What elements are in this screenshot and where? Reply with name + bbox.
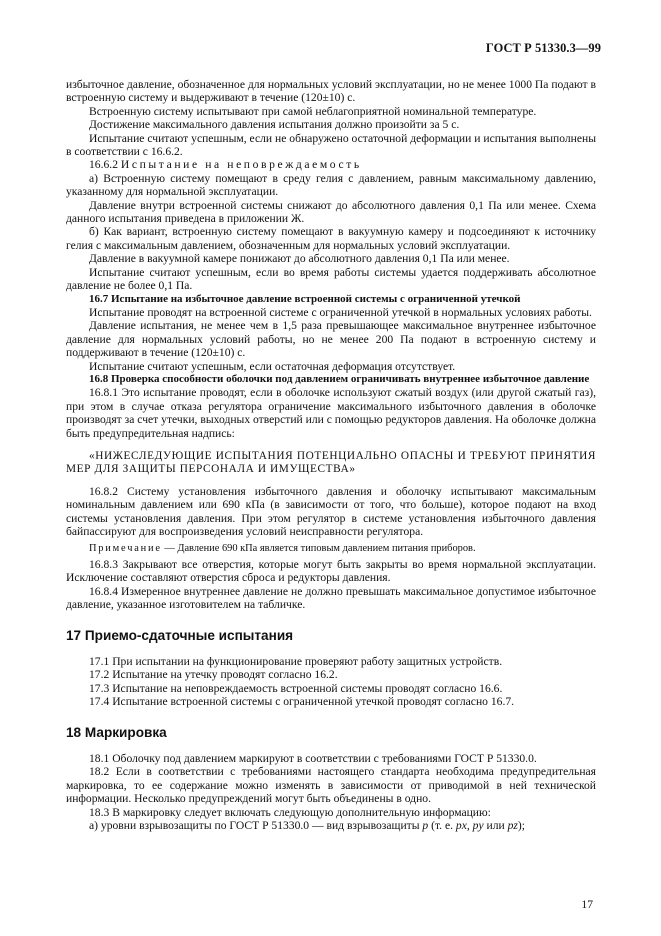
paragraph: Встроенную систему испытывают при самой неблагоприятной номинальной температуре. [89, 104, 537, 118]
paragraph: Испытание считают успешным, если во время работы системы удается поддерживать абсолютное давление не более 0,1 Па. [66, 265, 596, 293]
paragraph: Давление испытания, не менее чем в 1,5 раза превышающее максимальное внутреннее избыточное давление для нормальных условий работы, но не менее 200 Па подают в встроенную систему и поддерживают в течение (120±10) с. [66, 319, 596, 360]
paragraph-group-f [66, 558, 596, 612]
paragraph: Испытание считают успешным, если остаточная деформация отсутствует. [89, 359, 456, 373]
paragraph-group-d [66, 386, 596, 440]
paragraph-group-e [66, 485, 596, 539]
warning-inscription: «НИЖЕСЛЕДУЮЩИЕ ИСПЫТАНИЯ ПОТЕНЦИАЛЬНО ОПАСНЫ И ТРЕБУЮТ ПРИНЯТИЯ МЕР ДЛЯ ЗАЩИТЫ ПЕРСОНАЛА И ИМУЩЕСТВА» [66, 449, 596, 476]
paragraph: 16.8.2 Систему установления избыточного давления и оболочку испытывают максимальным номинальным давлением или 690 кПа (в зависимости от того, что больше), которое подают на вход системы установления давления. При этом регулятор в системе установления избыточного давления байпассируют для воспроизведения условий неисправности регулятора. [66, 484, 596, 538]
section-18-items [66, 752, 596, 819]
list-item: 17.3 Испытание на неповреждаемость встроенной системы проводят согласно 16.6. [89, 681, 503, 695]
note-text: — Давление 690 кПа является типовым давлением питания приборов. [161, 543, 476, 555]
clause-16-6-2-heading [66, 158, 596, 171]
list-item: 18.1 Оболочку под давлением маркируют в соответствии с требованиями ГОСТ Р 51330.0. [89, 751, 537, 765]
page-content [66, 78, 596, 832]
section-18-item-a: а) уровни взрывозащиты по ГОСТ Р 51330.0 — вид взрывозащиты p (т. е. px, py или pz); [89, 818, 526, 832]
paragraph: 16.8.3 Закрывают все отверстия, которые могут быть закрыты во время нормальной эксплуатации. Исключение составляют отверстия сброса и редукторы давления. [66, 557, 596, 585]
paragraph: а) Встроенную систему помещают в среду гелия с давлением, равным максимальному давлению, указанному для нормальной эксплуатации. [66, 171, 596, 199]
section-17-title: 17 Приемо-сдаточные испытания [66, 628, 294, 644]
section-18-title: 18 Маркировка [66, 725, 167, 741]
list-item: 18.2 Если в соответствии с требованиями настоящего стандарта необходима предупредительная маркировка, то ее содержание можно изменять в зависимости от приводимой в ней технической информации. Несколько предупреждений могут быть объединены в одно. [66, 765, 596, 806]
paragraph: Достижение максимального давления испытания должно произойти за 5 с. [89, 118, 460, 132]
section-17-items [66, 655, 596, 709]
note [66, 542, 596, 555]
paragraph-group-a [66, 78, 596, 158]
clause-number: 16.6.2 [89, 158, 118, 172]
clause-title: Испытание на неповреждаемость [120, 158, 362, 172]
paragraph-group-c [66, 306, 596, 373]
paragraph: 16.8.4 Измеренное внутреннее давление не должно превышать максимальное допустимое избыточное давление, указанное изготовителем на табличке. [66, 584, 596, 612]
paragraph: 16.8.1 Это испытание проводят, если в оболочке используют сжатый воздух (или другой сжатый газ), при этом в случае отказа регулятора ограничение максимального избыточного давления в оболочке производят за счет утечки, выходных отверстий или с помощью редукторов давления. На оболочке должна быть предупредительная надпись: [66, 386, 596, 440]
note-label: Примечание [89, 543, 162, 555]
paragraph: б) Как вариант, встроенную систему помещают в вакуумную камеру и подсоединяют к источнику гелия с максимальным давлением, обозначенным для нормальных условий эксплуатации. [66, 225, 596, 252]
paragraph: Испытание проводят на встроенной системе с ограниченной утечкой в нормальных условиях работы. [89, 305, 592, 319]
paragraph-group-b [66, 172, 596, 293]
list-item: 17.2 Испытание на утечку проводят согласно 16.2. [89, 668, 338, 682]
list-item: 17.4 Испытание встроенной системы с ограниченной утечкой проводят согласно 16.7. [89, 695, 515, 709]
clause-16-8-heading: 16.8 Проверка способности оболочки под давлением ограничивать внутреннее избыточное давление [89, 372, 590, 385]
list-item: 18.3 В маркировку следует включать следующую дополнительную информацию: [89, 805, 491, 819]
paragraph: Испытание считают успешным, если не обнаружено остаточной деформации и испытания выполнены в соответствии с 16.6.2. [66, 131, 596, 159]
document-code-header: ГОСТ Р 51330.3—99 [485, 41, 601, 55]
paragraph: избыточное давление, обозначенное для нормальных условий эксплуатации, но не менее 1000 Па подают в встроенную систему и выдерживают в течение (120±10) с. [66, 78, 596, 105]
list-item: 17.1 При испытании на функционирование проверяют работу защитных устройств. [89, 654, 503, 668]
page-number: 17 [581, 898, 593, 911]
clause-16-7-heading: 16.7 Испытание на избыточное давление встроенной системы с ограниченной утечкой [89, 292, 521, 305]
paragraph: Давление внутри встроенной системы снижают до абсолютного давления 0,1 Па или менее. Схема данного испытания приведена в приложении Ж. [66, 198, 596, 226]
paragraph: Давление в вакуумной камере понижают до абсолютного давления 0,1 Па или менее. [89, 252, 510, 266]
